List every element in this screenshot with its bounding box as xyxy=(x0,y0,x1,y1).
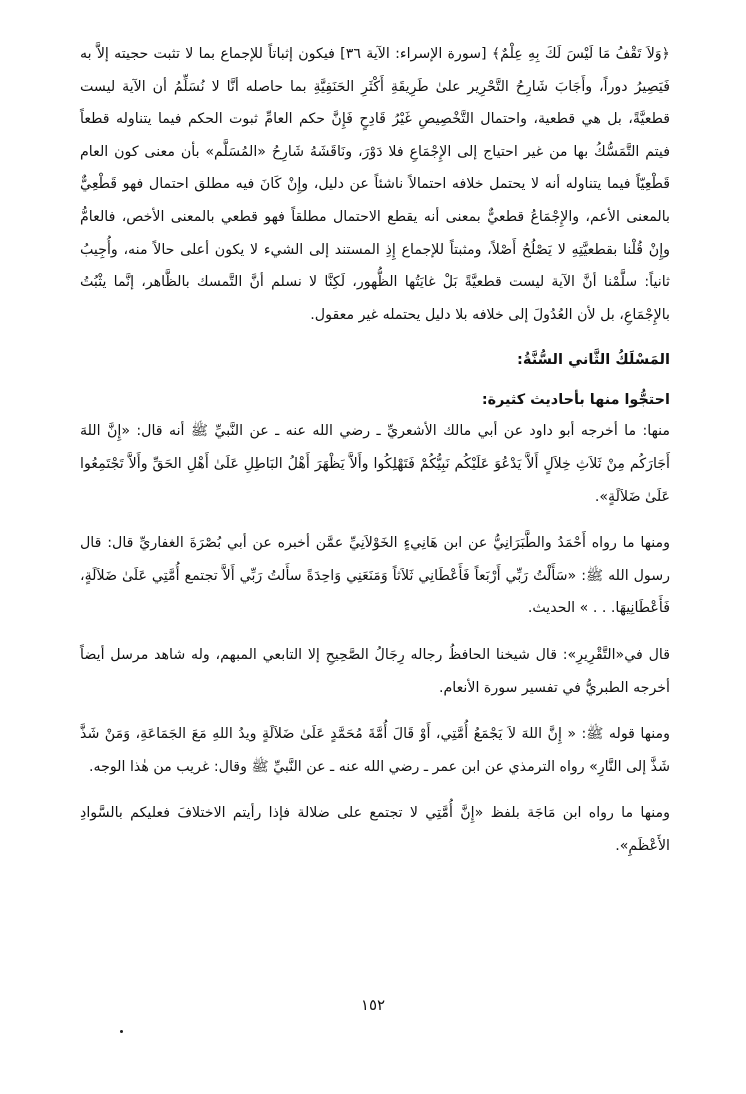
text-line: نُسَلِّمُ أن الآية ليست قطعيَّةً، بل هي قطعية، واحتمال التَّخْصِيصِ غَيْرُ قَادِحٍ فَإِنَّ حكم العامِّ xyxy=(80,78,671,128)
text-line: الغفاريِّ قال: قال رسول الله ﷺ: «سَأَلْتُ رَبِّي أَرْبَعاً فَأَعْطَانِي ثَلاَثاً وَمَنَعَنِي وَاحِدَةً سأَلتُ xyxy=(80,535,670,584)
text-line: ﴿وَلاَ تَقْفُ مَا لَيْسَ لَكَ بِهِ عِلْمٌ﴾ [سورة الإسراء: الآية ٣٦] فيكون إثباتاً للإجماع بما لا تثبت xyxy=(153,46,670,62)
text-line: منها: ما أخرجه أبو داود عن أبي مالك الأشعريِّ ـ رضي الله عنه ـ عن النَّبيِّ ﷺ أنه xyxy=(168,423,670,440)
page-body xyxy=(80,38,670,862)
text-line: ومنها ما رواه ابن مَاجَة بلفظ «إِنَّ أُمَّتِي لا تجتمع على ضلالة فإذا رأيتم الاختلافَ xyxy=(177,805,670,822)
text-line: ومنها قوله ﷺ: « إِنَّ اللهَ لاَ يَجْمَعُ أُمَّتِي، أَوْ قَالَ أُمَّةَ مُحَمَّدٍ عَلَىٰ ضَلاَلَةٍ ويدُ اللهِ مَعَ xyxy=(191,726,670,743)
text-line: قال: «إِنَّ اللهَ أَجَارَكُم مِنْ ثَلاَثِ خِلاَلٍ أَلاَّ يَدْعُوَ عَلَيْكُم نَبِيُّكُمْ فَتَهْلِكُوا وأَلاَّ يَظْهَرَ أَهْلُ البَاطِلِ xyxy=(80,423,670,472)
text-line: ومنها ما رواه أَحْمَدُ والطَّبَرَانِيُّ عن ابن هَانِيءٍ الخَوْلاَنِيِّ عمَّن أخبره عن أبي بُصْرَةَ xyxy=(189,535,670,552)
text-line: قال في«التَّقْرِيرِ»: قال شيخنا الحافظُ رجاله رِجَالُ الصَّحِيحِ إلا التابعي المبهم، وله xyxy=(191,646,670,663)
text-line: ثبوت الحكم فيما يتناوله قطعاً فيتم التَّمَسُّكُ بها من غير احتياج إلى الإِجْمَاعِ فلا دَوْرَ، xyxy=(80,111,670,160)
stray-dot xyxy=(120,1030,123,1033)
text-line: ناشئاً عن دليل، وإِنْ كَانَ فيه مطلق احتمال فهو قَطْعِيٌّ بالمعنى الأعم، والإِجْمَاعُ قطعيٌّ xyxy=(80,176,671,225)
text-line: شاهد مرسل أيضاً أخرجه الطبريُّ في تفسير سورة الأنعام. xyxy=(80,646,670,696)
text-line: يَصْلُحُ أَصْلاً، ومثبتاً للإجماع إِذِ المستند إلى الشيء لا يكون أعلى حالاً منه، وأُجِيبُ ثانياً: xyxy=(80,241,670,291)
section-subheading: احتجُّوا منها بأحاديث كثيرة: xyxy=(481,392,670,409)
text-line: ونَاقَشَهُ شَارِحُ «المُسَلَّم» بأن معنى كون العام قَطْعِيّاً فيما يتناوله أنه لا يحتمل خلافه احتمالاً xyxy=(80,143,671,193)
paragraph-hadith-ahmad xyxy=(80,527,670,625)
paragraph-hadith-abu-dawud xyxy=(80,415,670,513)
paragraph-ijma-argument xyxy=(80,38,670,331)
paragraph-hadith-ibn-majah xyxy=(80,797,670,862)
text-line: عَلَىٰ أَهْلِ الحَقِّ وأَلاَّ تَجْتَمِعُوا عَلَىٰ ضَلاَلَةٍ». xyxy=(80,455,670,505)
text-line: وقال: غريب من هٰذا الوجه. xyxy=(88,758,247,775)
paragraph-taqrir xyxy=(80,639,670,704)
text-line: فعليكم بالسَّوادِ الأَعْظَمِ». xyxy=(80,805,670,854)
paragraph-hadith-tirmidhi xyxy=(80,718,670,783)
text-line: سلَّمْنا أنَّ الآية ليست قطعيَّةً بَلْ غايَتُها الظُّهور، لَكِنَّا لا نسلم أنَّ التَّمسك بالظَّاهر، إنَّما يثْبُتُ xyxy=(80,274,638,291)
page-number: ١٥٢ xyxy=(360,996,386,1014)
text-line: الجَمَاعَةِ، وَمَنْ شَذَّ شَذَّ إلى النَّارِ» رواه الترمذي عن ابن عمر ـ رضي الله عنه ـ عن النَّبيِّ ﷺ xyxy=(80,726,670,775)
text-line: بمعنى أنه يقطع الاحتمال مطلقاً فهو قطعي بالمعنى الأخص، فالعامُّ وإِنْ قُلْنا بقطعيَّتِهِ لا xyxy=(80,208,670,258)
text-line: رَبِّي أَلاَّ تجتمع أُمَّتِي عَلَىٰ ضَلاَلَةٍ، فَأَعْطَانِيهَا. . . » الحديث. xyxy=(80,567,670,617)
text-line: بالإِجْمَاعِ، بل لأن العُدُولَ إلى خلافه بلا دليل يحتمله غير معقول. xyxy=(310,306,670,323)
section-heading: المَسْلَكُ الثَّاني السُّنَّةُ: xyxy=(517,351,670,369)
text-line: حجيته إلاَّ به فَيَصِيرُ دوراً، وأَجَابَ شَارِحُ التَّحْرِير علىٰ طَرِيقَةِ أَكْثَرِ الحَنَفِيَّةِ بما حاصله أنَّا لا xyxy=(80,46,670,95)
